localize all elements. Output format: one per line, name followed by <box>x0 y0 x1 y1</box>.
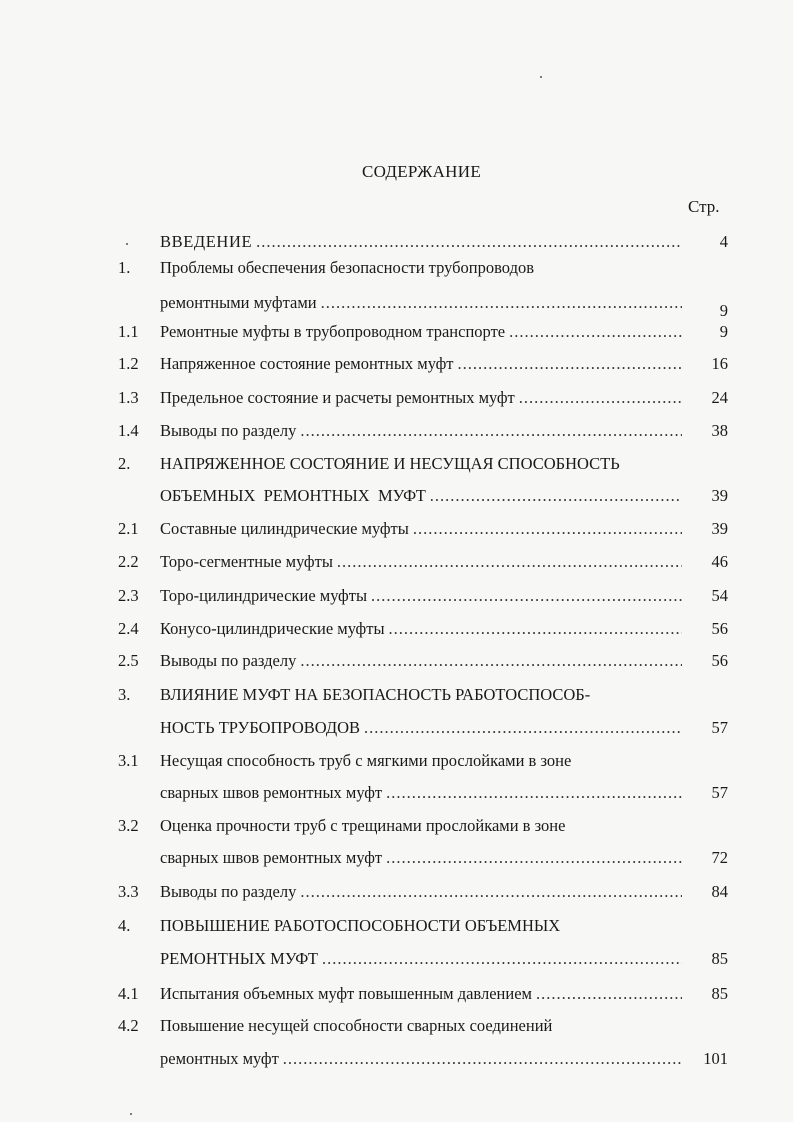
entry-page: 9 <box>719 322 728 341</box>
toc-entry <box>118 584 728 608</box>
dot-leader <box>386 846 682 870</box>
entry-page: 9 <box>719 301 728 320</box>
entry-number: 1.4 <box>118 421 139 440</box>
entry-title: Торо-цилиндрические муфты <box>160 586 368 605</box>
toc-entry <box>118 982 728 1006</box>
entry-title: Выводы по разделу <box>160 651 297 670</box>
toc-entry <box>118 1047 728 1071</box>
scan-speck <box>540 76 542 78</box>
toc-entry <box>118 230 728 254</box>
entry-number: 1.2 <box>118 354 139 373</box>
dot-leader <box>364 716 682 740</box>
dot-leader <box>389 617 682 641</box>
dot-leader <box>337 550 682 574</box>
entry-number: 2.3 <box>118 586 139 605</box>
entry-page: 57 <box>711 783 728 802</box>
entry-page: 72 <box>711 848 728 867</box>
entry-number: 3.2 <box>118 816 139 835</box>
page-column-label: Стр. <box>688 197 720 216</box>
entry-title: ВВЕДЕНИЕ <box>160 232 253 251</box>
dot-leader <box>509 320 682 344</box>
toc-entry <box>118 617 728 641</box>
scan-speck <box>126 243 128 245</box>
entry-title: Повышение несущей способности сварных соединений <box>160 1016 553 1035</box>
dot-leader <box>371 584 682 608</box>
toc-entry <box>118 649 728 673</box>
toc-entry <box>118 256 728 280</box>
entry-title: Предельное состояние и расчеты ремонтных муфт <box>160 388 515 407</box>
entry-title: Торо-сегментные муфты <box>160 552 333 571</box>
toc-entry <box>118 517 728 541</box>
entry-title: Составные цилиндрические муфты <box>160 519 409 538</box>
toc-entry <box>118 683 728 707</box>
entry-title: Оценка прочности труб с трещинами прослойками в зоне <box>160 816 566 835</box>
entry-number: 1. <box>118 258 131 277</box>
entry-page: 84 <box>711 882 728 901</box>
dot-leader <box>283 1047 682 1071</box>
dot-leader <box>519 386 682 410</box>
entry-title: Несущая способность труб с мягкими прослойками в зоне <box>160 751 572 770</box>
entry-title: НОСТЬ ТРУБОПРОВОДОВ <box>160 718 361 737</box>
entry-page: 24 <box>711 388 728 407</box>
entry-page: 54 <box>711 586 728 605</box>
dot-leader <box>256 230 682 254</box>
entry-page: 56 <box>711 651 728 670</box>
toc-entry <box>118 749 728 773</box>
entry-page: 85 <box>711 949 728 968</box>
entry-number: 2.5 <box>118 651 139 670</box>
entry-title: Выводы по разделу <box>160 421 297 440</box>
entry-number: 4. <box>118 916 131 935</box>
dot-leader <box>300 649 682 673</box>
entry-title: Испытания объемных муфт повышенным давлением <box>160 984 532 1003</box>
entry-page: 16 <box>711 354 728 373</box>
entry-title: ПОВЫШЕНИЕ РАБОТОСПОСОБНОСТИ ОБЪЕМНЫХ <box>160 916 561 935</box>
toc-entry <box>118 484 728 508</box>
entry-title: ВЛИЯНИЕ МУФТ НА БЕЗОПАСНОСТЬ РАБОТОСПОСОБ- <box>160 685 591 704</box>
entry-page: 46 <box>711 552 728 571</box>
toc-entry <box>118 352 728 376</box>
entry-number: 4.1 <box>118 984 139 1003</box>
entry-number: 2.2 <box>118 552 139 571</box>
dot-leader <box>300 419 682 443</box>
toc-entry <box>118 550 728 574</box>
dot-leader <box>321 291 682 315</box>
entry-number: 1.3 <box>118 388 139 407</box>
entry-title: Выводы по разделу <box>160 882 297 901</box>
toc-entry <box>118 716 728 740</box>
dot-leader <box>300 880 682 904</box>
entry-title: Проблемы обеспечения безопасности трубопроводов <box>160 258 535 277</box>
scan-speck <box>130 1113 132 1115</box>
toc-entry <box>118 781 728 805</box>
entry-title: ОБЪЕМНЫХ РЕМОНТНЫХ МУФТ <box>160 486 426 505</box>
toc-entry <box>118 320 728 344</box>
entry-number: 3. <box>118 685 131 704</box>
entry-page: 101 <box>703 1049 728 1068</box>
entry-page: 38 <box>711 421 728 440</box>
toc-entry <box>118 814 728 838</box>
toc-entry <box>118 291 728 320</box>
entry-number: 2.4 <box>118 619 139 638</box>
entry-title: НАПРЯЖЕННОЕ СОСТОЯНИЕ И НЕСУЩАЯ СПОСОБНОСТЬ <box>160 454 620 473</box>
entry-title: ремонтных муфт <box>160 1049 279 1068</box>
entry-number: 2.1 <box>118 519 139 538</box>
entry-title: Напряженное состояние ремонтных муфт <box>160 354 454 373</box>
toc-entry <box>118 419 728 443</box>
entry-number: 4.2 <box>118 1016 139 1035</box>
page-title: СОДЕРЖАНИЕ <box>361 162 482 181</box>
dot-leader <box>322 947 682 971</box>
dot-leader <box>457 352 682 376</box>
toc-entry <box>118 386 728 410</box>
entry-title: Ремонтные муфты в трубопроводном транспорте <box>160 322 506 341</box>
entry-page: 85 <box>711 984 728 1003</box>
dot-leader <box>430 484 682 508</box>
entry-title: сварных швов ремонтных муфт <box>160 783 383 802</box>
toc-entry <box>118 880 728 904</box>
entry-number: 3.3 <box>118 882 139 901</box>
entry-title: Конусо-цилиндрические муфты <box>160 619 385 638</box>
entry-page: 4 <box>719 232 728 251</box>
dot-leader <box>536 982 682 1006</box>
entry-page: 57 <box>711 718 728 737</box>
dot-leader <box>413 517 682 541</box>
entry-title: ремонтными муфтами <box>160 293 317 312</box>
entry-number: 2. <box>118 454 131 473</box>
entry-page: 39 <box>711 519 728 538</box>
entry-title: РЕМОНТНЫХ МУФТ <box>160 949 319 968</box>
entry-page: 56 <box>711 619 728 638</box>
toc-entry <box>118 914 728 938</box>
entry-number: 3.1 <box>118 751 139 770</box>
dot-leader <box>386 781 682 805</box>
toc-entry <box>118 1014 728 1038</box>
toc-entry <box>118 846 728 870</box>
toc-entry <box>118 452 728 476</box>
entry-number: 1.1 <box>118 322 139 341</box>
entry-title: сварных швов ремонтных муфт <box>160 848 383 867</box>
toc-entry <box>118 947 728 971</box>
entry-page: 39 <box>711 486 728 505</box>
